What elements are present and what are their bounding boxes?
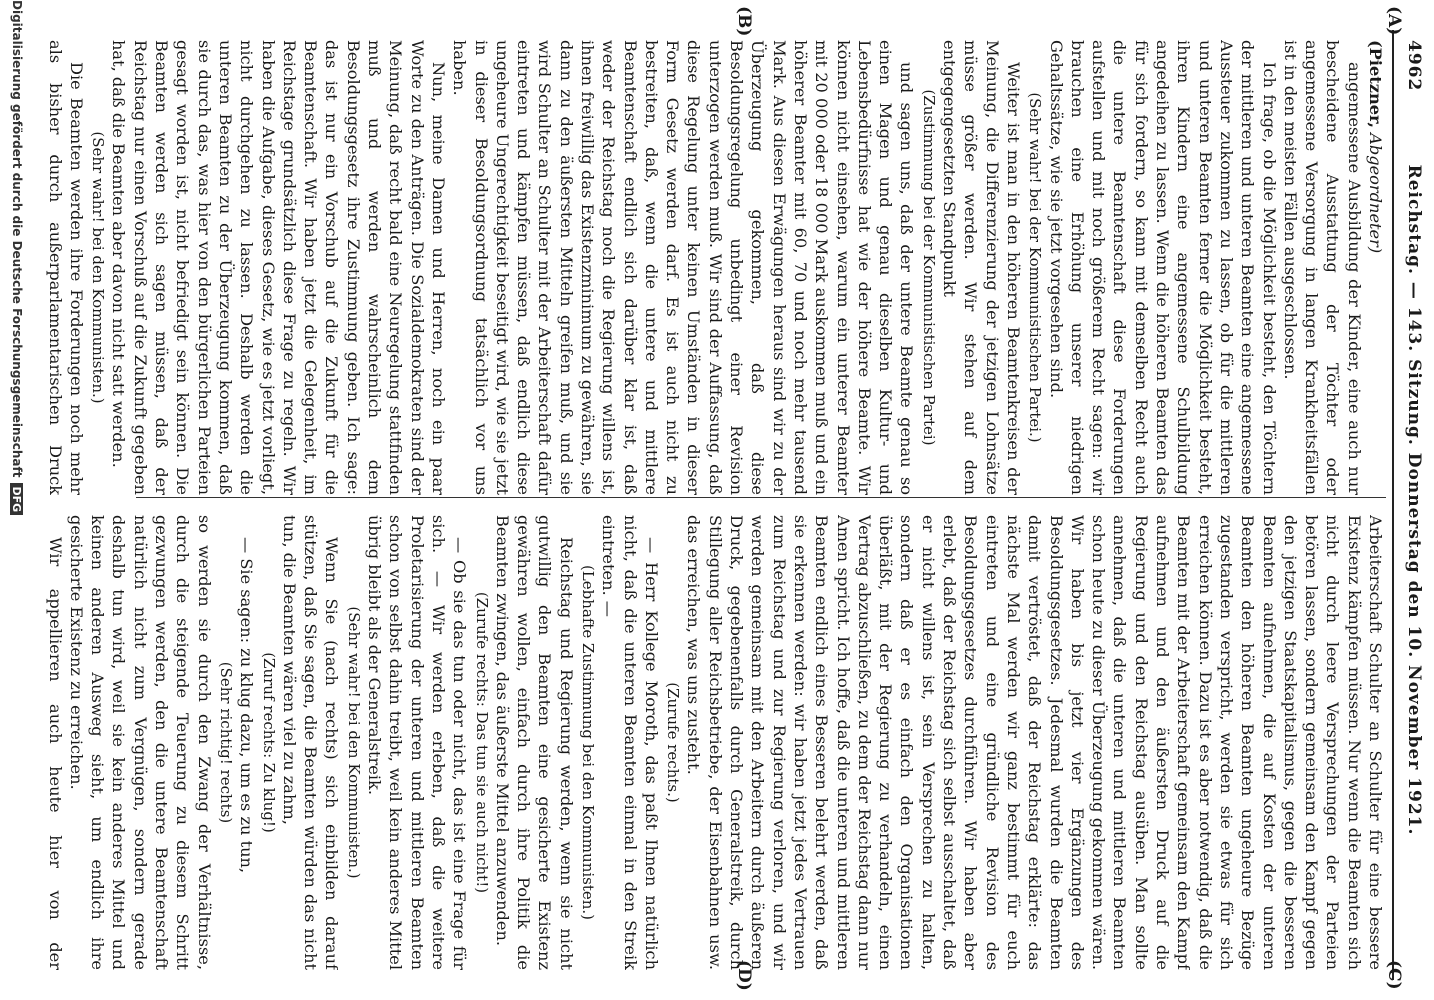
- column-divider: [136, 497, 1386, 498]
- speaker-line: [1365, 40, 1386, 495]
- paragraph: Weiter ist man in den höheren Beamtenkreisen der Meinung, die Differenzierung der jetzigen Lohnsätze müsse größer werden. Wir stehen auf dem entgegengesetzten Standpunkt: [940, 40, 1023, 495]
- page-header: [1396, 0, 1424, 1000]
- paragraph: — Herr Kollege Moroth, das paßt Ihnen natürlich nicht, daß die unteren Beamten einmal in den Streik eintreten. —: [599, 515, 661, 970]
- interjection: (Sehr wahr! bei den Kommunisten.): [344, 606, 363, 879]
- interjection: (Sehr wahr! bei den Kommunisten.): [89, 131, 108, 404]
- interjection: (Lebhafte Zustimmung bei den Kommunisten.): [579, 564, 598, 921]
- paragraph: Reichstag und Regierung werden, wenn sie nicht gutwillig den Beamten eine gesicherte Existenz gewähren wollen, einfach durch ihre Politik die Beamten zwingen, das äußerste Mittel anzuwenden.: [492, 515, 576, 970]
- speaker-name: (Pietzner,: [1366, 40, 1385, 129]
- paragraph: so werden sie durch den Zwang der Verhältnisse, durch die steigende Teuerung zu diesem Schritt gezwungen werden, den die untere Beamtenschaft natürlich nicht zum Vergnügen, sondern gerade deshalb tun wird, weil sie kein anderes Mittel und keinen anderen Ausweg sieht, um endlich ihre gesicherte Existenz zu erreichen.: [66, 515, 214, 970]
- paragraph: — Ob sie das tun oder nicht, das ist eine Frage für sich. — Wir werden erleben, daß die weitere Proletarisierung der unteren und mittleren Beamten schon von selbst dahin treibt, weil kein anderes Mittel übrig bleibt als der Generalstreik.: [365, 515, 470, 970]
- speaker-role: Abgeordneter): [1366, 133, 1385, 254]
- interjection: (Sehr wahr! bei der Kommunistischen Partei.): [1026, 92, 1045, 443]
- paragraph: Arbeiterschaft Schulter an Schulter für eine bessere Existenz kämpfen müssen. Nur wenn die Beamten sich nicht durch leere Versprechungen der Parteien betören lassen, sondern gemeinsam den Kampf gegen den jetzigen Staatskapitalismus, gegen die besseren Beamten aufnehmen, die auf Kosten der unteren Beamten den höheren Beamten ungeheure Bezüge zugestanden verspricht, werden sie etwas für sich erreichen können. Dazu ist es aber notwendig, daß die Beamten mit der Arbeiterschaft gemeinsam den Kampf aufnehmen und den äußersten Druck auf die Regierung und den Reichstag ausüben. Man sollte annehmen, daß die unteren und mittleren Beamten schon heute zu dieser Überzeugung gekommen wären. Wir haben bis jetzt vier Ergänzungen des Besoldungsgesetzes. Jedesmal wurden die Beamten damit vertröstet, daß der Reichstag erklärte: das nächste Mal werden wir ganz bestimmt für euch eintreten und eine gründliche Revision des Besoldungsgesetzes durchführen. Wir haben aber erlebt, daß der Reichstag sich selbst ausschaltet, daß er nicht willens ist, sein Versprechen zu halten, sondern daß er es einfach den Organisationen überläßt, mit der Regierung zu verhandeln, einen Vertrag abzuschließen, zu dem der Reichstag dann nur Amen spricht. Ich hoffe, daß die unteren und mittleren Beamten endlich eines Besseren belehrt werden, daß sie erkennen werden: wir haben jetzt jedes Vertrauen zum Reichstag und zur Regierung verloren, und wir werden gemeinsam mit den Arbeitern durch äußeren Druck, gegebenenfalls durch Generalstreik, durch Stillegung aller Reichsbetriebe, der Eisenbahnen usw. das erreichen, was uns zusteht.: [684, 515, 1385, 970]
- paragraph: und sagen uns, daß der untere Beamte genau so einen Magen und genau dieselben Kultur- und Lebensbedürfnisse hat wie der höhere Beamte. Wir können nicht einsehen, warum ein unterer Beamter mit 20 000 oder 18 000 Mark auskommen muß und ein höherer Beamter mit 60, 70 und noch mehr tausend Mark. Aus diesen Erwägungen heraus sind wir zu der Überzeugung gekommen, daß diese Besoldungsregelung unbedingt einer Revision unterzogen werden muß. Wir sind der Auffassung, daß diese Regelung unter keinen Umständen in dieser Form Gesetz werden darf. Es ist auch nicht zu bestreiten, daß, wenn die untere und mittlere Beamtenschaft endlich sich darüber klar ist, daß weder der Reichstag noch die Regierung willens ist, ihnen freiwillig das Existenzminimum zu gewähren, sie dann zu den äußersten Mitteln greifen muß, und sie wird Schulter an Schulter mit der Arbeiterschaft dafür eintreten und kämpfen müssen, daß endlich diese ungeheure Ungerechtigkeit beseitigt wird, wie sie jetzt in dieser Besoldungsordnung tatsächlich vor uns haben.: [450, 40, 917, 495]
- left-column: [46, 40, 1386, 495]
- interjection: (Zuruf rechts: Zu klug!): [259, 652, 278, 833]
- paragraph: Wenn Sie (nach rechts) sich einbilden darauf stützen, daß Sie sagen, die Beamten würden das nicht tun, die Beamten wären viel zu zahm,: [279, 515, 342, 970]
- dfg-logo: DFG: [10, 483, 23, 515]
- paragraph: Die Beamten werden ihre Forderungen noch mehr als bisher durch außerparlamentarischen Druck: [46, 40, 86, 495]
- interjection: (Zurufe rechts: Das tun sie auch nicht!): [472, 591, 491, 894]
- right-column: [46, 515, 1386, 970]
- footer-text: Digitalisierung gefördert durch die Deutsche Forschungsgemeinschaft: [10, 0, 24, 478]
- paragraph: Ich frage, ob die Möglichkeit besteht, den Töchtern der mittleren und unteren Beamten eine angemessene Aussteuer zukommen zu lassen, ob für die mittleren und unteren Beamten ferner die Möglichkeit besteht, ihren Kindern eine angemessene Schulbildung angedeihen zu lassen. Wenn die höheren Beamten das für sich fordern, so kann mit demselben Recht auch die untere Beamtenschaft diese Forderungen aufstellen und mit noch größerem Recht sagen: wir brauchen eine Erhöhung unserer niedrigen Gehaltssätze, wie sie jetzt vorgesehen sind.: [1046, 40, 1279, 495]
- margin-marker-b: (B): [734, 6, 754, 37]
- paragraph: angemessene Ausbildung der Kinder, eine auch nur bescheidene Ausstattung der Töchter oder angemessene Versorgung in langen Krankheitsfällen ist in den meisten Fällen ausgeschlossen.: [1280, 40, 1364, 495]
- margin-marker-c: (C): [1384, 960, 1404, 990]
- digitization-footer: [10, 0, 24, 1000]
- interjection: (Zustimmung bei der Kommunistischen Partei): [919, 89, 938, 446]
- paragraph: — Sie sagen: zu klug dazu, um es zu tun,: [237, 537, 257, 874]
- header-rule: [1392, 30, 1394, 980]
- page-title: Reichstag. — 143. Sitzung. Donnerstag den 10. November 1921.: [1404, 164, 1424, 836]
- paragraph: Nun, meine Damen und Herren, noch ein paar Worte zu den Anträgen. Die Sozialdemokraten sind der Meinung, daß recht bald eine Neuregelung stattfinden muß und werden wahrscheinlich dem Besoldungsgesetz ihre Zustimmung geben. Ich sage: das ist nur ein Vorschub auf die Zukunft für die Beamtenschaft. Wir haben jetzt die Gelegenheit, im Reichstage grundsätzlich diese Frage zu regeln. Wir haben die Aufgabe, dieses Gesetz, wie es jetzt vorliegt, nicht durchgehen zu lassen. Deshalb werden die unteren Beamten zu der Überzeugung kommen, daß sie durch das, was hier von den bürgerlichen Parteien gesagt worden ist, nicht befriedigt sein können. Die Beamten werden sich sagen müssen, daß der Reichstag nur einen Vorschuß auf die Zukunft gegeben hat, daß die Beamten aber davon nicht satt werden.: [109, 40, 448, 495]
- interjection: (Zurufe rechts.): [664, 682, 683, 803]
- page-number: 4962: [1404, 40, 1424, 92]
- margin-marker-d: (D): [734, 960, 754, 991]
- interjection: (Sehr richtig! rechts): [216, 661, 235, 824]
- paragraph: Wir appellieren auch heute hier von der: [46, 537, 65, 970]
- margin-marker-a: (A): [1384, 6, 1404, 36]
